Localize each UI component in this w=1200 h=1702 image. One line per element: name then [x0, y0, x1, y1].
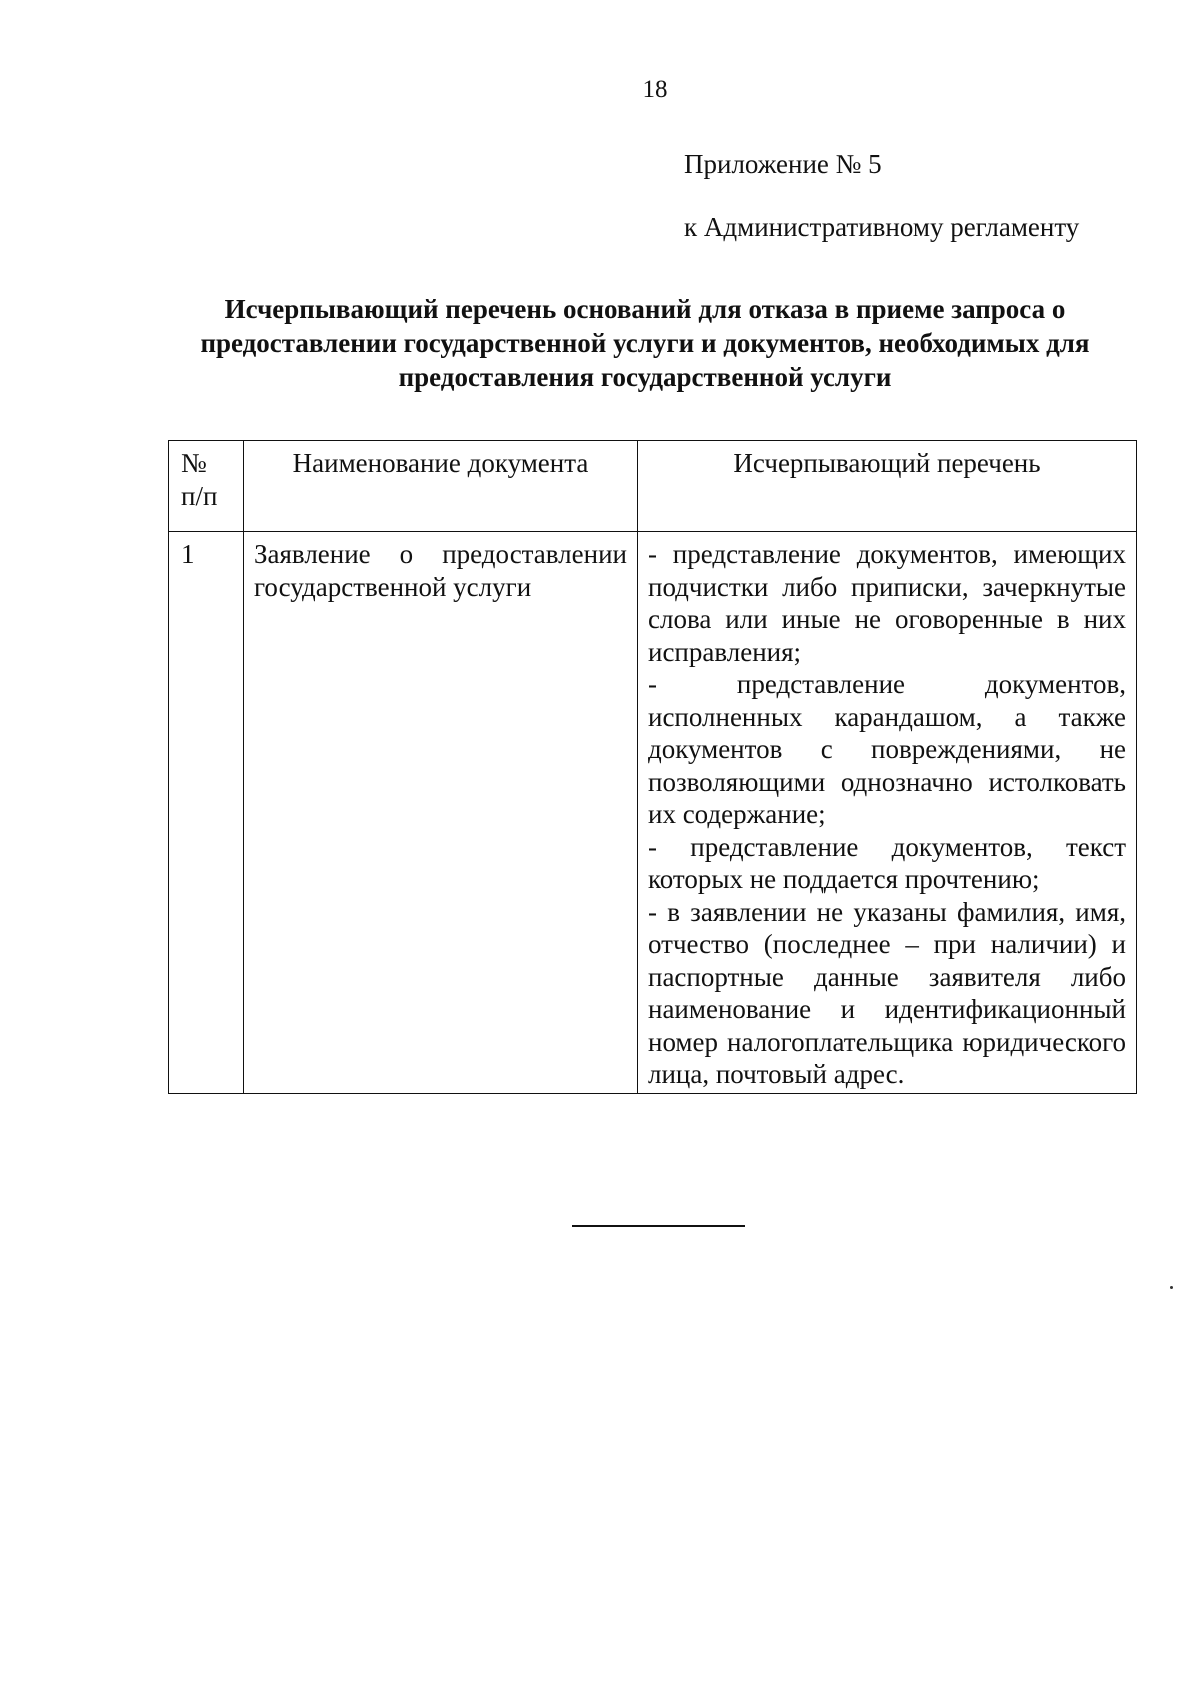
- exhaustive-list-cell: [638, 532, 1137, 1094]
- page-number: 18: [642, 76, 668, 103]
- list-item: - в заявлении не указаны фамилия, имя, отчество (последнее – при наличии) и паспортные данные заявителя либо наименование и идентификационный номер налогоплательщика юридического лица, почтовый адрес.: [648, 896, 1126, 1089]
- row-number-cell: 1: [169, 532, 244, 1094]
- table-row: [169, 532, 1137, 1094]
- list-item: - представление документов, имеющих подчистки либо приписки, зачеркнутые слова или иные не оговоренные в них исправления;: [648, 539, 1126, 667]
- scan-speck: [1170, 1286, 1173, 1289]
- list-item: - представление документов, исполненных карандашом, а также документов с повреждениями, не позволяющими однозначно истолковать их содержание;: [648, 669, 1126, 829]
- column-header-exhaustive-list: Исчерпывающий перечень: [638, 441, 1137, 532]
- table-header-row: [169, 441, 1137, 532]
- grounds-table: [168, 440, 1137, 1094]
- appendix-subtitle: к Административному регламенту: [684, 212, 1080, 242]
- footer-divider: [572, 1225, 745, 1227]
- column-header-number: № п/п: [169, 441, 244, 532]
- document-title-line: предоставления государственной услуги: [398, 362, 892, 392]
- document-title-line: Исчерпывающий перечень оснований для отказа в приеме запроса о: [224, 294, 1066, 324]
- document-title-line: предоставлении государственной услуги и документов, необходимых для: [200, 328, 1090, 358]
- document-name-cell: Заявление о предоставлении государственной услуги: [244, 532, 638, 1094]
- document-title: [160, 292, 1130, 394]
- appendix-title: Приложение № 5: [684, 149, 882, 179]
- list-item: - представление документов, текст которых не поддается прочтению;: [648, 831, 1126, 894]
- column-header-document-name: Наименование документа: [244, 441, 638, 532]
